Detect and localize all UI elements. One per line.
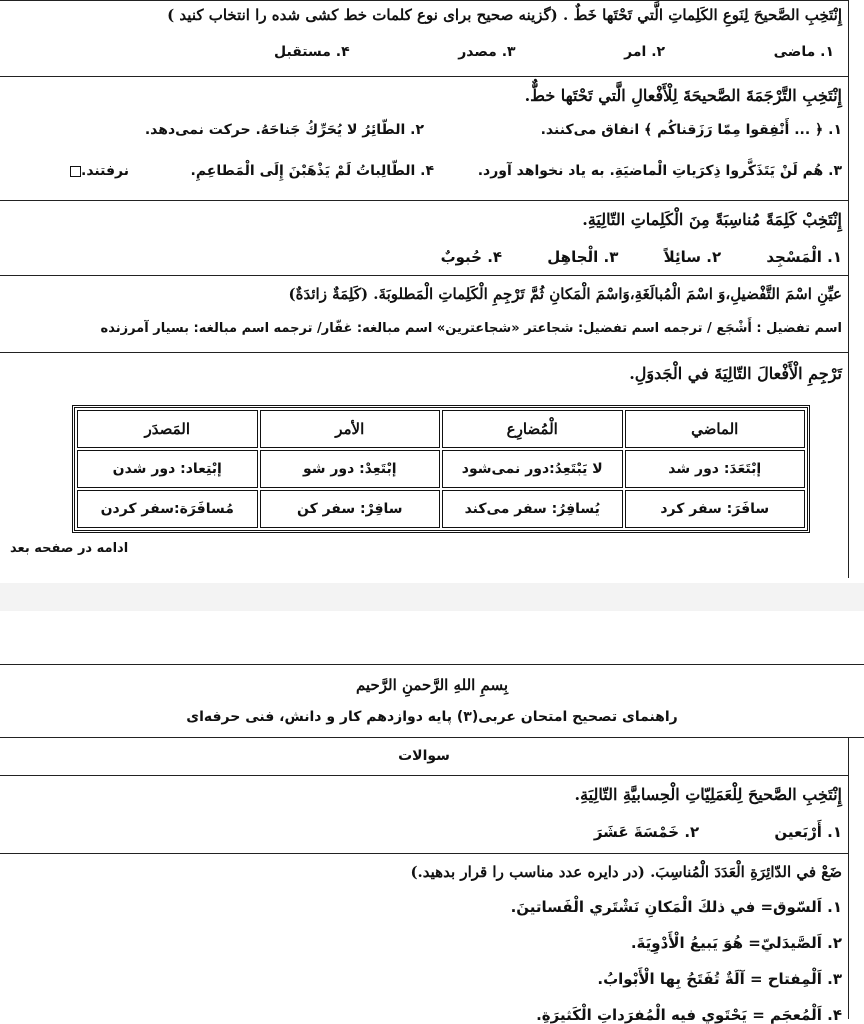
q1-option-1: ۱. ماضی bbox=[773, 44, 834, 60]
q1-option-3: ۳. مصدر bbox=[458, 44, 516, 60]
table-header-cell: الأمر bbox=[260, 410, 441, 448]
table-cell: لا يَبْتَعِدُ:دور نمی‌شود bbox=[442, 450, 623, 488]
column-header: سوالات bbox=[398, 748, 450, 764]
table-cell: مُسافَرَة:سفر کردن bbox=[77, 490, 258, 528]
q1-option-2: ۲. امر bbox=[624, 44, 666, 60]
verbs-table bbox=[72, 405, 810, 533]
table-cell: يُسافِرُ: سفر می‌کند bbox=[442, 490, 623, 528]
table-row bbox=[77, 450, 805, 488]
table-cell: إبْتِعاد: دور شدن bbox=[77, 450, 258, 488]
basmala: بِسمِ اللهِ الرَّحمنِ الرَّحيم bbox=[355, 676, 509, 694]
p2-q2-item-4: ۴. اَلْمُعجَم = يَحْتَوي فيه الْمُفرَداتِ الْكَثيرَةِ. bbox=[536, 1006, 842, 1024]
table-header-cell: المَصدَر bbox=[77, 410, 258, 448]
q3-options bbox=[441, 248, 842, 266]
q3-option-1: ۱. الْمَسْجِد bbox=[766, 248, 842, 266]
q2-item-4-answer: نرفتند. bbox=[70, 163, 129, 179]
p2-q2-item-2: ۲. اَلصَّيدَليّ= هُوَ يَبيعُ الْأَدْوِيَةَ. bbox=[630, 934, 842, 952]
q4-answer: اسم تفضیل : أَشْجَع / ترجمه اسم تفضیل: شجاعتر «شجاعترین» اسم مبالغه: غفّار/ ترجمه اسم مبالغه: بسیار آمرزنده bbox=[100, 321, 842, 336]
p2-q1-title: إِنْتَخِبِ الصَّحيحَ لِلْعَمَلِيّاتِ الْحِسابيَّةِ التّالِيَةِ. bbox=[574, 785, 842, 804]
q1-options bbox=[274, 44, 834, 60]
q2-item-3: ۳. هُم لَنْ يَتَذَكَّروا ذِكرَياتِ الْماضيَةِ. به یاد نخواهد آورد. bbox=[477, 163, 842, 179]
q1-option-4: ۴. مستقبل bbox=[274, 44, 350, 60]
table-cell: إبْتَعِدْ: دور شو bbox=[260, 450, 441, 488]
q2-item-1: ۱. ﴿ ... أَنْفِقوا مِمّا رَزَقناكُم ﴾ انفاق می‌کنند. bbox=[540, 122, 842, 138]
q4-title: عيِّنِ اسْمَ التَّفْضيلِ،وَ اسْمَ الْمُبالَغَةِ،وَاسْمَ الْمَكانِ ثُمَّ تَرْجِمِ الْكَلِماتِ الْمَطلوبَةَ. (كَلِمَةٌ زائدَةٌ) bbox=[288, 285, 842, 303]
q3-option-3: ۳. الْجاهِل bbox=[547, 248, 619, 266]
table-header-cell: الْمُضارِع bbox=[442, 410, 623, 448]
q2-title: إِنْتَخِبِ التَّرْجَمَةَ الصَّحيحَةَ لِلْأَفْعالِ الَّتي تَحْتَها خطٌّ. bbox=[524, 86, 842, 105]
table-cell: سافَرَ: سفر کرد bbox=[625, 490, 806, 528]
q3-option-2: ۲. سائِلاً bbox=[663, 248, 722, 266]
q5-title: تَرْجِمِ الْأَفْعالَ التّالِيَةَ في الْجَدوَلِ. bbox=[629, 364, 842, 383]
p2-q2-title: ضَعْ في الدّائِرَةِ الْعَدَدَ الْمُناسِبَ. (در دایره عدد مناسب را قرار بدهید.) bbox=[410, 863, 842, 881]
table-cell: سافِرْ: سفر کن bbox=[260, 490, 441, 528]
p2-q1-option-2: ۲. خَمْسَةَ عَشَرَ bbox=[593, 823, 700, 841]
continue-note: ادامه در صفحه بعد bbox=[10, 541, 129, 556]
page-separator bbox=[0, 583, 864, 611]
p2-q2-item-1: ۱. اَلسّوق= في ذلكَ الْمَكانِ نَشْتَري الْفَساتينَ. bbox=[510, 898, 842, 916]
table-row bbox=[77, 490, 805, 528]
table-cell: إبْتَعَدَ: دور شد bbox=[625, 450, 806, 488]
q1-title: إِنْتَخِبِ الصَّحيحَ لِنَوعِ الكَلِماتِ الَّتي تَحْتَها خَطٌ . (گزینه صحیح برای نوع کلمات خط کشی شده را انتخاب کنید ) bbox=[167, 6, 842, 24]
q2-item-2: ۲. الطّائِرُ لا يُحَرِّكُ جَناحَهُ. حرکت نمی‌دهد. bbox=[144, 122, 424, 138]
p2-q1-options bbox=[594, 823, 842, 841]
q2-item-4: ۴. الطّالِباتُ لَمْ يَذْهَبْنَ إِلَى الْمَطاعِمِ. bbox=[190, 163, 434, 179]
page-subtitle: راهنمای تصحیح امتحان عربی(۳) پایه دوازدهم کار و دانش، فنی حرفه‌ای bbox=[186, 709, 678, 725]
checkbox-icon bbox=[70, 166, 81, 177]
p2-q1-option-1: ۱. أَرْبَعين bbox=[774, 823, 842, 841]
table-header-cell: الماضي bbox=[625, 410, 806, 448]
p2-q2-item-3: ۳. اَلْمِفتاح = آلَةٌ تُفَتَحُ بِها الْأَبْوابُ. bbox=[597, 970, 842, 988]
q3-title: إِنْتَخِبْ كَلِمَةً مُناسِبَةً مِنَ الْكَلِماتِ التّالِيَةِ. bbox=[582, 210, 842, 229]
table-header-row bbox=[77, 410, 805, 448]
q3-option-4: ۴. حُبوبٌ bbox=[440, 248, 503, 266]
